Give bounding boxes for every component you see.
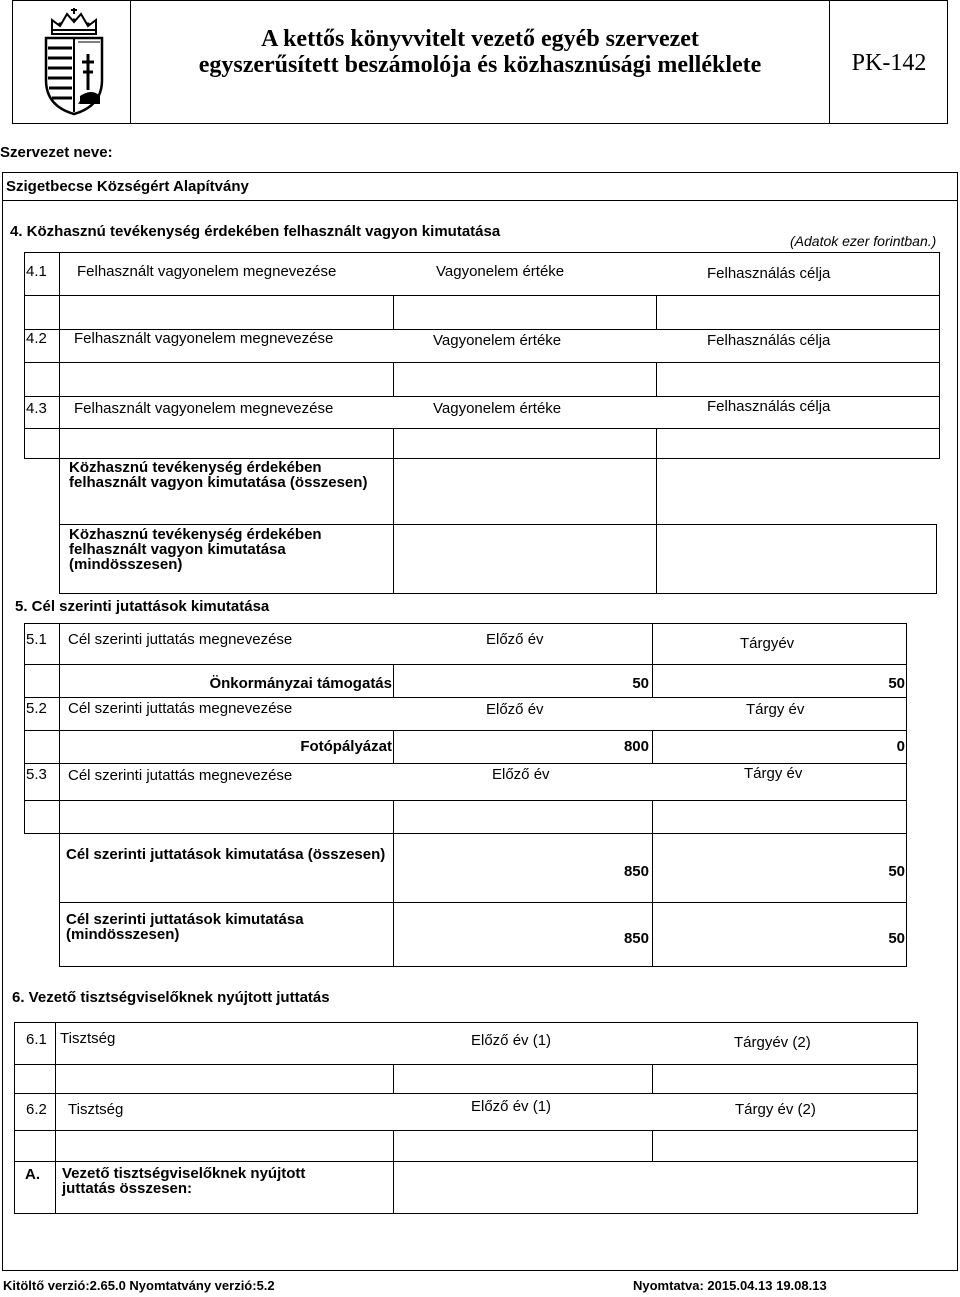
col-divider [652, 1064, 653, 1094]
benefit-prev-value: 800 [623, 738, 649, 755]
section5-grand-total-prev: 850 [623, 930, 649, 947]
row-divider [24, 730, 907, 731]
footer-printed: Nyomtatva: 2015.04.13 19.08.13 [633, 1278, 827, 1293]
section6-total-label: Vezető tisztségviselőknek nyújtott juttatás összesen: [62, 1165, 306, 1197]
row-number: 6.2 [26, 1101, 47, 1118]
row-number: 4.2 [26, 330, 47, 347]
section5-title: 5. Cél szerinti jutattások kimutatása [15, 598, 270, 615]
col-divider [652, 800, 653, 834]
col-header-prev-year: Előző év (1) [471, 1098, 552, 1115]
col-header-asset-value: Vagyonelem értéke [433, 400, 562, 417]
row-divider [24, 664, 907, 665]
section5-grand-total-label: Cél szerinti juttatások kimutatása (mindösszesen) [66, 911, 304, 943]
col-header-curr-year: Tárgyév [740, 635, 795, 652]
col-divider [393, 428, 394, 459]
benefit-name: Fotópályázat [300, 738, 392, 755]
col-header-purpose: Felhasználás célja [707, 332, 831, 349]
section4-grand-total-label: Közhasznú tevékenység érdekében felhasznált vagyon kimutatása (mindösszesen) [69, 526, 322, 573]
col-divider [59, 764, 60, 834]
col-divider [55, 1022, 56, 1094]
col-header-curr-year: Tárgy év [746, 701, 805, 718]
col-header-benefit-name: Cél szerinti jutattás megnevezése [68, 767, 293, 784]
col-divider [652, 730, 653, 764]
section6-total-number: A. [25, 1166, 40, 1183]
col-divider [59, 252, 60, 330]
col-divider [59, 330, 60, 397]
col-header-prev-year: Előző év [486, 701, 544, 718]
footer-version: Kitöltő verzió:2.65.0 Nyomtatvány verzió:5.2 [3, 1278, 275, 1293]
row-number: 4.1 [26, 263, 47, 280]
org-name-value: Szigetbecse Községért Alapítvány [6, 178, 249, 195]
col-divider [393, 1064, 394, 1094]
col-divider [656, 295, 657, 330]
col-header-benefit-name: Cél szerinti juttatás megnevezése [68, 700, 293, 717]
col-header-curr-year: Tárgy év (2) [735, 1101, 816, 1118]
row-divider [24, 800, 907, 801]
col-divider [393, 834, 394, 967]
col-header-prev-year: Előző év [486, 631, 544, 648]
coat-of-arms-icon [38, 8, 110, 116]
col-header-purpose: Felhasználás célja [707, 398, 831, 415]
row-divider [24, 362, 940, 363]
unit-note: (Adatok ezer forintban.) [790, 233, 937, 249]
benefit-curr-value: 50 [888, 675, 905, 692]
col-header-asset-value: Vagyonelem értéke [436, 263, 565, 280]
benefit-curr-value: 0 [896, 738, 905, 755]
section5-total-prev: 850 [623, 863, 649, 880]
col-header-asset-value: Vagyonelem értéke [433, 332, 562, 349]
col-divider [55, 1162, 56, 1214]
col-header-position: Tisztség [68, 1101, 124, 1118]
col-divider [393, 800, 394, 834]
col-divider [59, 397, 60, 459]
col-divider [393, 295, 394, 330]
row-divider [24, 295, 940, 296]
org-name-label: Szervezet neve: [0, 144, 113, 161]
col-header-curr-year: Tárgyév (2) [734, 1034, 811, 1051]
col-divider [656, 459, 657, 594]
col-header-asset-name: Felhasznált vagyonelem megnevezése [74, 400, 334, 417]
col-divider [393, 1130, 394, 1162]
col-header-asset-name: Felhasznált vagyonelem megnevezése [74, 330, 334, 347]
col-divider [652, 623, 653, 698]
col-header-purpose: Felhasználás célja [707, 265, 831, 282]
row-number: 5.1 [26, 631, 47, 648]
section5-total-label: Cél szerinti juttatások kimutatása (összesen) [66, 846, 386, 863]
form-title-line2: egyszerűsített beszámolója és közhasznúsági melléklete [198, 52, 762, 78]
col-divider [393, 459, 394, 594]
row-number: 4.3 [26, 400, 47, 417]
row-divider [59, 902, 907, 903]
row-number: 5.2 [26, 700, 47, 717]
col-divider [652, 1130, 653, 1162]
row-number: 6.1 [26, 1031, 47, 1048]
col-divider [656, 428, 657, 459]
col-header-prev-year: Előző év (1) [471, 1032, 552, 1049]
col-divider [936, 524, 937, 594]
col-divider [393, 664, 394, 698]
row-divider [14, 1130, 918, 1131]
section6-title: 6. Vezető tisztségviselőknek nyújtott juttatás [12, 989, 330, 1006]
col-header-position: Tisztség [60, 1030, 116, 1047]
header-divider [130, 0, 131, 124]
col-divider [393, 730, 394, 764]
form-title-line1: A kettős könyvvitelt vezető egyéb szervezet [261, 26, 699, 52]
row-divider [24, 428, 940, 429]
benefit-name: Önkormányzai támogatás [209, 675, 392, 692]
section4-total-label: Közhasznú tevékenység érdekében felhasznált vagyon kimutatása (összesen) [69, 459, 368, 491]
col-divider [652, 834, 653, 967]
section4-title: 4. Közhasznú tevékenység érdekében felhasznált vagyon kimutatása [10, 223, 501, 240]
col-header-curr-year: Tárgy év [744, 765, 803, 782]
col-header-prev-year: Előző év [492, 766, 550, 783]
col-header-asset-name: Felhasznált vagyonelem megnevezése [77, 263, 337, 280]
col-divider [55, 1094, 56, 1162]
benefit-prev-value: 50 [632, 675, 649, 692]
col-divider [393, 362, 394, 397]
col-divider [393, 1162, 394, 1214]
form-code: PK-142 [851, 50, 927, 76]
col-header-benefit-name: Cél szerinti juttatás megnevezése [68, 631, 293, 648]
row-divider [14, 1064, 918, 1065]
row-number: 5.3 [26, 766, 47, 783]
section5-total-curr: 50 [888, 863, 905, 880]
section5-grand-total-curr: 50 [888, 930, 905, 947]
col-divider [656, 362, 657, 397]
row-divider [59, 524, 937, 525]
section6-row-6.1 [14, 1022, 918, 1094]
